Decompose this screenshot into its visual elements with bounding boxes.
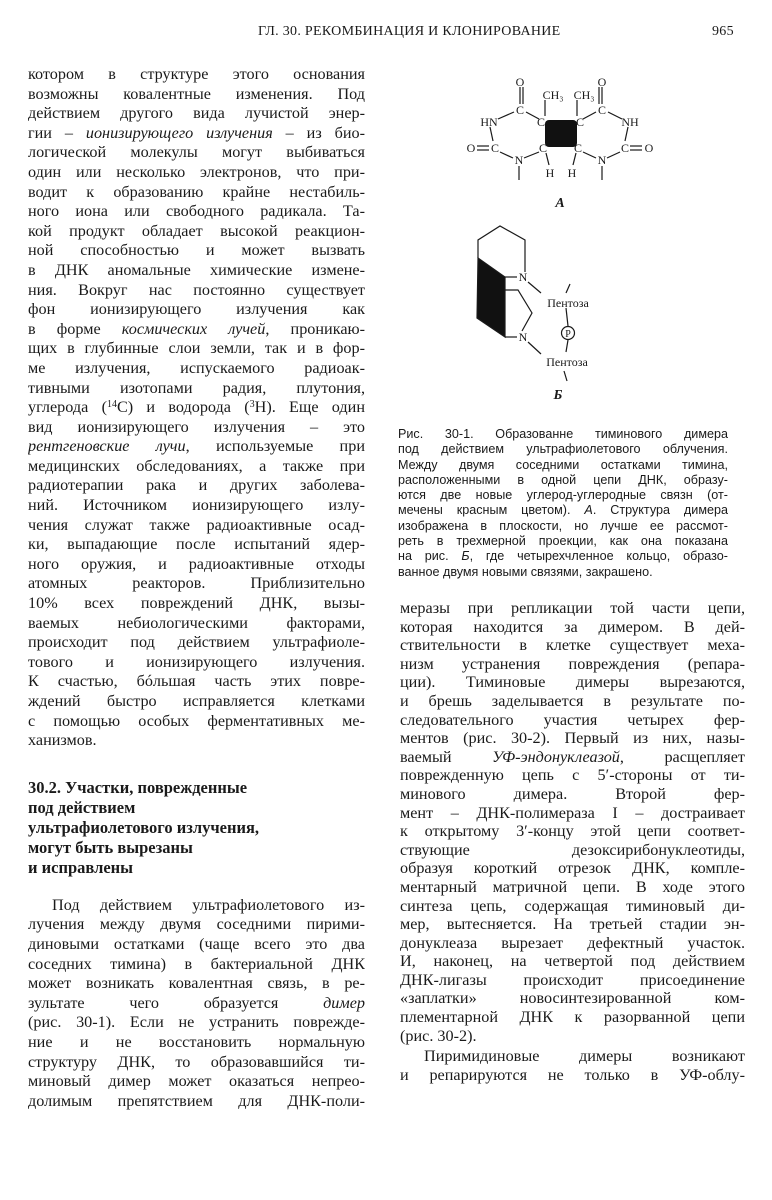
text-segment: образуя короткий отрезок ДНК, компле- [400, 859, 745, 878]
text-segment: – из био- [272, 123, 365, 142]
text-segment: под действием ультрафиолетового облучения. [398, 442, 728, 457]
text-segment: Пиримидиновые димеры возникают [424, 1047, 745, 1066]
text-segment: под действием [28, 797, 136, 817]
italic-term: ионизирующего излучения [85, 123, 273, 142]
text-line [400, 785, 745, 804]
text-line [28, 994, 365, 1014]
text-segment: и брешь заделывается в результате по- [400, 691, 745, 710]
text-line [400, 748, 745, 767]
text-line [400, 711, 745, 730]
text-segment: медицинских обследованиях, а также при [28, 456, 365, 475]
text-segment: ствительности в клетке существует меха- [400, 636, 745, 655]
text-line [400, 636, 745, 655]
text-segment: тового и ионизирующего излучения. [28, 652, 365, 671]
text-line [28, 437, 365, 457]
text-segment: C) и водорода ( [116, 398, 250, 417]
atom-n: N [518, 330, 528, 344]
text-line [28, 594, 365, 614]
italic-term: космических лучей [121, 319, 266, 338]
text-line [28, 712, 365, 732]
text-line [28, 574, 365, 594]
atom-c: C [538, 141, 548, 155]
isotope-superscript: 3 [249, 399, 255, 411]
atom-n: N [514, 153, 524, 167]
page-number: 965 [712, 24, 734, 39]
text-line [28, 633, 365, 653]
text-line [400, 989, 745, 1008]
text-line [28, 692, 365, 712]
text-segment: ваемый [400, 747, 493, 766]
text-line [400, 1027, 745, 1046]
atom-c: C [515, 103, 525, 117]
text-segment: ний. Источником ионизирующего излу- [28, 496, 365, 515]
text-line [28, 915, 365, 935]
text-segment: ки, выпадающие после испытаний ядер- [28, 535, 365, 554]
text-segment: расположенными в одной цепи ДНК, образу- [398, 472, 728, 487]
atom-n: N [597, 153, 607, 167]
text-segment: ме излучения, испускаемого радиоак- [28, 358, 365, 377]
atom-c: C [575, 115, 585, 129]
text-segment: лучения между двумя соседними пирими- [28, 915, 365, 934]
text-segment: Между двумя соседними остатками тимина, [398, 457, 728, 472]
text-line [400, 766, 745, 785]
text-line [398, 503, 728, 518]
text-line [28, 1072, 365, 1092]
atom-c: C [490, 141, 500, 155]
text-line [28, 955, 365, 975]
text-line [28, 535, 365, 555]
text-segment: к открытому 3′-концу этой цепи соответ- [400, 822, 745, 841]
methyl-group: CH₃ [573, 88, 595, 102]
text-segment: происходит под действием ультрафиоле- [28, 633, 365, 652]
text-segment: , расщепляет [619, 747, 745, 766]
italic-term: А [584, 503, 593, 518]
text-segment: ханизмов. [28, 731, 97, 750]
text-line [28, 778, 365, 798]
text-segment: в форме [28, 319, 122, 338]
text-line [400, 673, 745, 692]
text-segment: и репарируются не только в УФ-облу- [400, 1065, 745, 1084]
text-segment: щих в глубинные слои земли, так и в фор- [28, 339, 365, 358]
text-segment: гии – [28, 123, 86, 142]
text-segment: водит к образованию крайне нестабиль- [28, 182, 365, 201]
italic-term: УФ-эндонуклеазой [492, 747, 620, 766]
text-segment: (рис. 30-2). [400, 1026, 477, 1045]
text-segment: плементарной ДНК к разорванной цепи [400, 1008, 745, 1027]
text-segment: с помощью особых ферментативных ме- [28, 711, 365, 730]
text-segment: ствующие дезоксирибонуклеотиды, [400, 840, 745, 859]
text-segment: следовательного участия четырех фер- [400, 710, 745, 729]
text-line [28, 1013, 365, 1033]
text-segment: соседних тимина) в бактериальной ДНК [28, 954, 365, 973]
text-line [28, 418, 365, 438]
text-line [398, 519, 728, 534]
text-segment: ДНК-лигазы происходит присоединение [400, 970, 745, 989]
atom-h: H [567, 166, 577, 180]
text-line [28, 476, 365, 496]
text-line [400, 1047, 745, 1066]
text-segment: в ДНК аномальные химические измене- [28, 260, 365, 279]
text-line [400, 915, 745, 934]
text-segment: атомных реакторов. Приблизительно [28, 574, 365, 593]
text-line [28, 672, 365, 692]
text-segment: тивными изотопами радия, плутония, [28, 378, 365, 397]
text-line [28, 858, 365, 878]
text-segment: углерода ( [28, 398, 107, 417]
text-segment: , используемые при [185, 437, 365, 456]
text-line [400, 655, 745, 674]
text-segment: миновый димер может оказаться непрео- [28, 1072, 365, 1091]
text-segment: К счастью, бóльшая часть этих повре- [28, 672, 365, 691]
text-line [398, 442, 728, 457]
text-line [398, 473, 728, 488]
text-segment: ванное двумя новыми связями, закрашено. [398, 564, 653, 579]
text-line [400, 952, 745, 971]
text-line [28, 614, 365, 634]
italic-term: Б [461, 549, 470, 564]
figure-caption [398, 427, 728, 580]
text-line [398, 565, 728, 580]
paragraph-pyrimidine [400, 1047, 745, 1084]
italic-term: димер [323, 993, 365, 1012]
text-segment: ние и не восстановить нормальную [28, 1032, 365, 1051]
text-line [398, 458, 728, 473]
text-line [28, 896, 365, 916]
italic-term: рентгеновские лучи [28, 437, 186, 456]
text-segment: ментарный матричной цепи. В ходе этого [400, 877, 745, 896]
text-segment: ультрафиолетового излучения, [28, 817, 260, 837]
text-segment: И, наконец, на четвертой под действием [400, 952, 745, 971]
text-line [28, 516, 365, 536]
text-segment: (рис. 30-1). Если не устранить поврежде- [28, 1013, 365, 1032]
text-line [28, 1033, 365, 1053]
text-segment: и исправлены [28, 857, 134, 877]
cyclobutane-ring-shaded [477, 258, 505, 337]
text-line [398, 488, 728, 503]
text-segment: вид ионизирующего излучения – это [28, 417, 365, 436]
text-segment: ной способностью и может вызвать [28, 241, 365, 260]
paragraph-repair [400, 599, 745, 1045]
section-heading [28, 778, 365, 878]
phosphate-label: P [565, 329, 571, 340]
text-segment: реть в трехмерной проекции, как она показана [398, 534, 728, 549]
text-line [400, 599, 745, 618]
text-segment: зультате чего образуется [28, 993, 324, 1012]
text-line [28, 935, 365, 955]
text-line [28, 555, 365, 575]
pentose-label: Пентоза [547, 296, 589, 310]
text-line [398, 549, 728, 564]
text-line [28, 818, 365, 838]
text-line [28, 974, 365, 994]
text-line [28, 798, 365, 818]
text-segment: ются две новые углерод-углеродные связн (от- [398, 488, 728, 503]
text-line [400, 822, 745, 841]
text-segment: кой продукт обладает высокой реакцион- [28, 221, 365, 240]
text-segment: минового димера. Второй фер- [400, 784, 745, 803]
atom-o: O [466, 141, 476, 155]
text-segment: «заплатки» новосинтезированной ком- [400, 989, 745, 1008]
text-segment: Под действием ультрафиолетового из- [52, 895, 365, 914]
panel-label-b: Б [553, 388, 563, 403]
atom-c: C [573, 141, 583, 155]
text-line [28, 653, 365, 673]
text-segment: логической молекулы могут выбиваться [28, 143, 365, 162]
atom-h: H [545, 166, 555, 180]
text-line [400, 1008, 745, 1027]
text-segment: один или несколько электронов, что при- [28, 162, 365, 181]
text-line [400, 729, 745, 748]
text-segment: которая находится за димером. В дей- [400, 617, 745, 636]
text-line [400, 971, 745, 990]
text-segment: ментов (рис. 30-2). Первый из них, назы- [400, 729, 745, 748]
text-segment: долимым препятствием для ДНК-поли- [28, 1091, 365, 1110]
text-segment: 10% всех повреждений ДНК, вызы- [28, 594, 365, 613]
text-line [400, 859, 745, 878]
atom-o: O [515, 75, 525, 89]
text-line [400, 692, 745, 711]
text-line [28, 1053, 365, 1073]
text-segment: 30.2. Участки, поврежденные [28, 777, 248, 797]
text-segment: ваемых небиологическими факторами, [28, 613, 365, 632]
text-segment: радиотерапии рака и других заболева- [28, 476, 365, 495]
pentose-label: Пентоза [546, 355, 588, 369]
text-segment: мечены красным цветом). [398, 503, 585, 518]
text-line [28, 1092, 365, 1112]
text-line [28, 731, 365, 751]
atom-o: O [597, 75, 607, 89]
text-segment: диновыми остатками (чаще всего это два [28, 934, 365, 953]
atom-nh: NH [621, 115, 639, 129]
text-segment: могут быть вырезаны [28, 837, 193, 857]
text-line [28, 838, 365, 858]
text-line [400, 1066, 745, 1085]
text-segment: низм устранения повреждения (репара- [400, 654, 745, 673]
atom-c: C [536, 115, 546, 129]
text-line [400, 897, 745, 916]
caption-text [398, 427, 728, 580]
atom-c: C [597, 103, 607, 117]
text-segment: структуру ДНК, то образовавшийся ти- [28, 1052, 365, 1071]
text-segment: чения служат также радиоактивные осад- [28, 515, 365, 534]
text-segment: фон ионизирующего излучения как [28, 300, 365, 319]
text-segment: мер, вытесняется. На третьей стадии эн- [400, 915, 745, 934]
text-segment: ного оружия, и радиоактивные отходы [28, 554, 365, 573]
text-segment: ного иона или свободного радикала. Та- [28, 202, 365, 221]
cyclobutane-ring-shaded [545, 120, 577, 147]
text-segment: синтеза цепь, содержащая тиминовый ди- [400, 896, 745, 915]
atom-n: N [518, 270, 528, 284]
text-segment: , проникаю- [265, 319, 365, 338]
text-segment: мент – ДНК-полимераза I – достраивает [400, 803, 745, 822]
methyl-group: CH₃ [542, 88, 564, 102]
atom-o: O [644, 141, 654, 155]
text-line [400, 804, 745, 823]
text-segment: меразы при репликации той части цепи, [400, 599, 745, 617]
text-segment: действием другого вида лучистой энер- [28, 104, 365, 123]
text-segment: может возникать ковалентная связь, в ре- [28, 974, 365, 993]
text-segment: , где четырехчленное кольцо, образо- [469, 549, 728, 564]
text-segment: донуклеаза вырезает дефектный участок. [400, 933, 745, 952]
text-segment: ждений быстро исправляется клетками [28, 692, 365, 710]
atom-c: C [620, 141, 630, 155]
text-line [400, 618, 745, 637]
text-line [28, 457, 365, 477]
text-segment: поврежденную цепь с 5′-стороны от ти- [400, 766, 745, 785]
text-line [398, 427, 728, 442]
text-line [398, 534, 728, 549]
figure-thymine-dimer [0, 0, 772, 420]
text-segment: котором в структуре этого основания [28, 65, 365, 83]
text-segment: H). Еще один [254, 398, 365, 417]
text-segment: ния. Вокруг нас постоянно существует [28, 280, 365, 299]
text-segment: . Структура димера [592, 503, 728, 518]
text-segment: изображена в плоскости, но лучше ее рассмот- [398, 518, 728, 533]
text-line [400, 934, 745, 953]
text-line [400, 841, 745, 860]
text-line [400, 878, 745, 897]
panel-label-a: А [555, 196, 565, 211]
text-segment: возможны ковалентные изменения. Под [28, 84, 365, 103]
text-line [28, 496, 365, 516]
isotope-superscript: 14 [106, 399, 117, 411]
running-header: ГЛ. 30. РЕКОМБИНАЦИЯ И КЛОНИРОВАНИЕ [258, 24, 561, 39]
text-segment: на рис. [398, 549, 462, 564]
atom-hn: HN [480, 115, 498, 129]
paragraph-uv-damage [28, 896, 365, 1112]
right-column [400, 599, 745, 1084]
text-segment: Рис. 30-1. Образованне тиминового димера [398, 427, 728, 441]
text-segment: ции). Тиминовые димеры вырезаются, [400, 673, 745, 692]
